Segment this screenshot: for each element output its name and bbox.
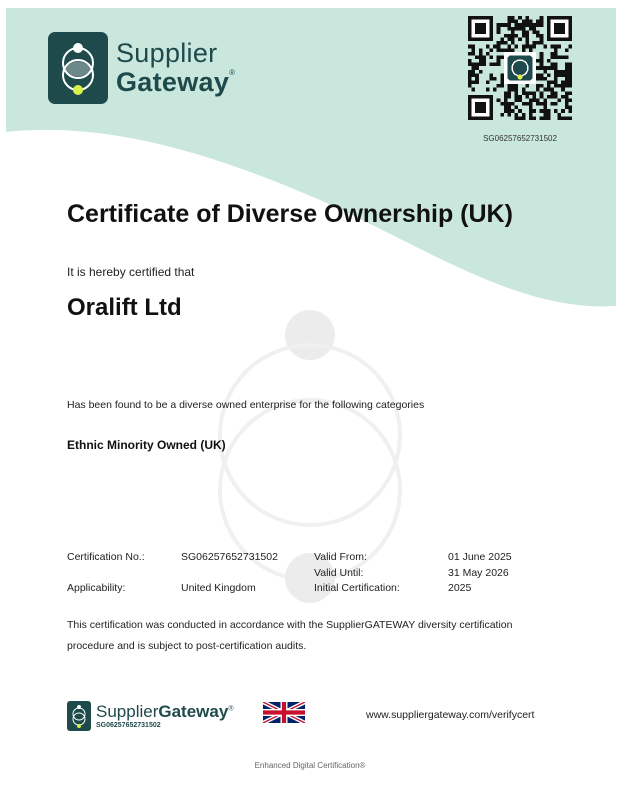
valid-from-label: Valid From: <box>314 551 367 563</box>
category-item: Ethnic Minority Owned (UK) <box>67 438 226 452</box>
applicability-value: United Kingdom <box>181 582 256 594</box>
brand-logo <box>48 32 235 104</box>
applicability-label: Applicability: <box>67 582 126 594</box>
footer-certificate-id: SG06257652731502 <box>96 722 161 729</box>
footer-brand-logo <box>67 701 233 731</box>
found-statement: Has been found to be a diverse owned enterprise for the following categories <box>67 399 425 411</box>
certification-statement <box>67 615 567 657</box>
certified-intro: It is hereby certified that <box>67 265 195 279</box>
valid-until-label: Valid Until: <box>314 566 364 579</box>
cert-no-value: SG06257652731502 <box>181 551 278 563</box>
qr-certificate-id: SG06257652731502 <box>483 134 557 143</box>
valid-from-value: 01 June 2025 <box>448 551 512 563</box>
supplier-gateway-logo-icon <box>48 32 108 104</box>
details-labels-right <box>314 550 400 597</box>
details-labels-left <box>67 550 145 597</box>
footer-logo-icon <box>67 701 91 731</box>
brand-name-line2: Gateway® <box>116 67 236 97</box>
initial-cert-label: Initial Certification: <box>314 582 400 594</box>
brand-name-line1: Supplier <box>116 38 218 68</box>
uk-flag-icon <box>263 702 305 723</box>
statement-line2: procedure and is subject to post-certification audits. <box>67 640 307 652</box>
cert-no-label: Certification No.: <box>67 551 145 563</box>
company-name: Oralift Ltd <box>67 294 182 321</box>
footer-brand-name: SupplierGateway® <box>96 702 234 721</box>
statement-line1: This certification was conducted in accordance with the SupplierGATEWAY diversity certification <box>67 619 513 631</box>
certificate-title: Certificate of Diverse Ownership (UK) <box>67 200 513 228</box>
valid-until-value: 31 May 2026 <box>448 566 509 579</box>
initial-cert-value: 2025 <box>448 582 472 594</box>
qr-code-icon[interactable] <box>468 16 572 120</box>
verify-url-link[interactable]: www.suppliergateway.com/verifycert <box>366 709 535 721</box>
details-values-right <box>448 550 512 597</box>
details-values-left <box>181 550 278 597</box>
enhanced-certification-label: Enhanced Digital Certification® <box>254 761 366 770</box>
